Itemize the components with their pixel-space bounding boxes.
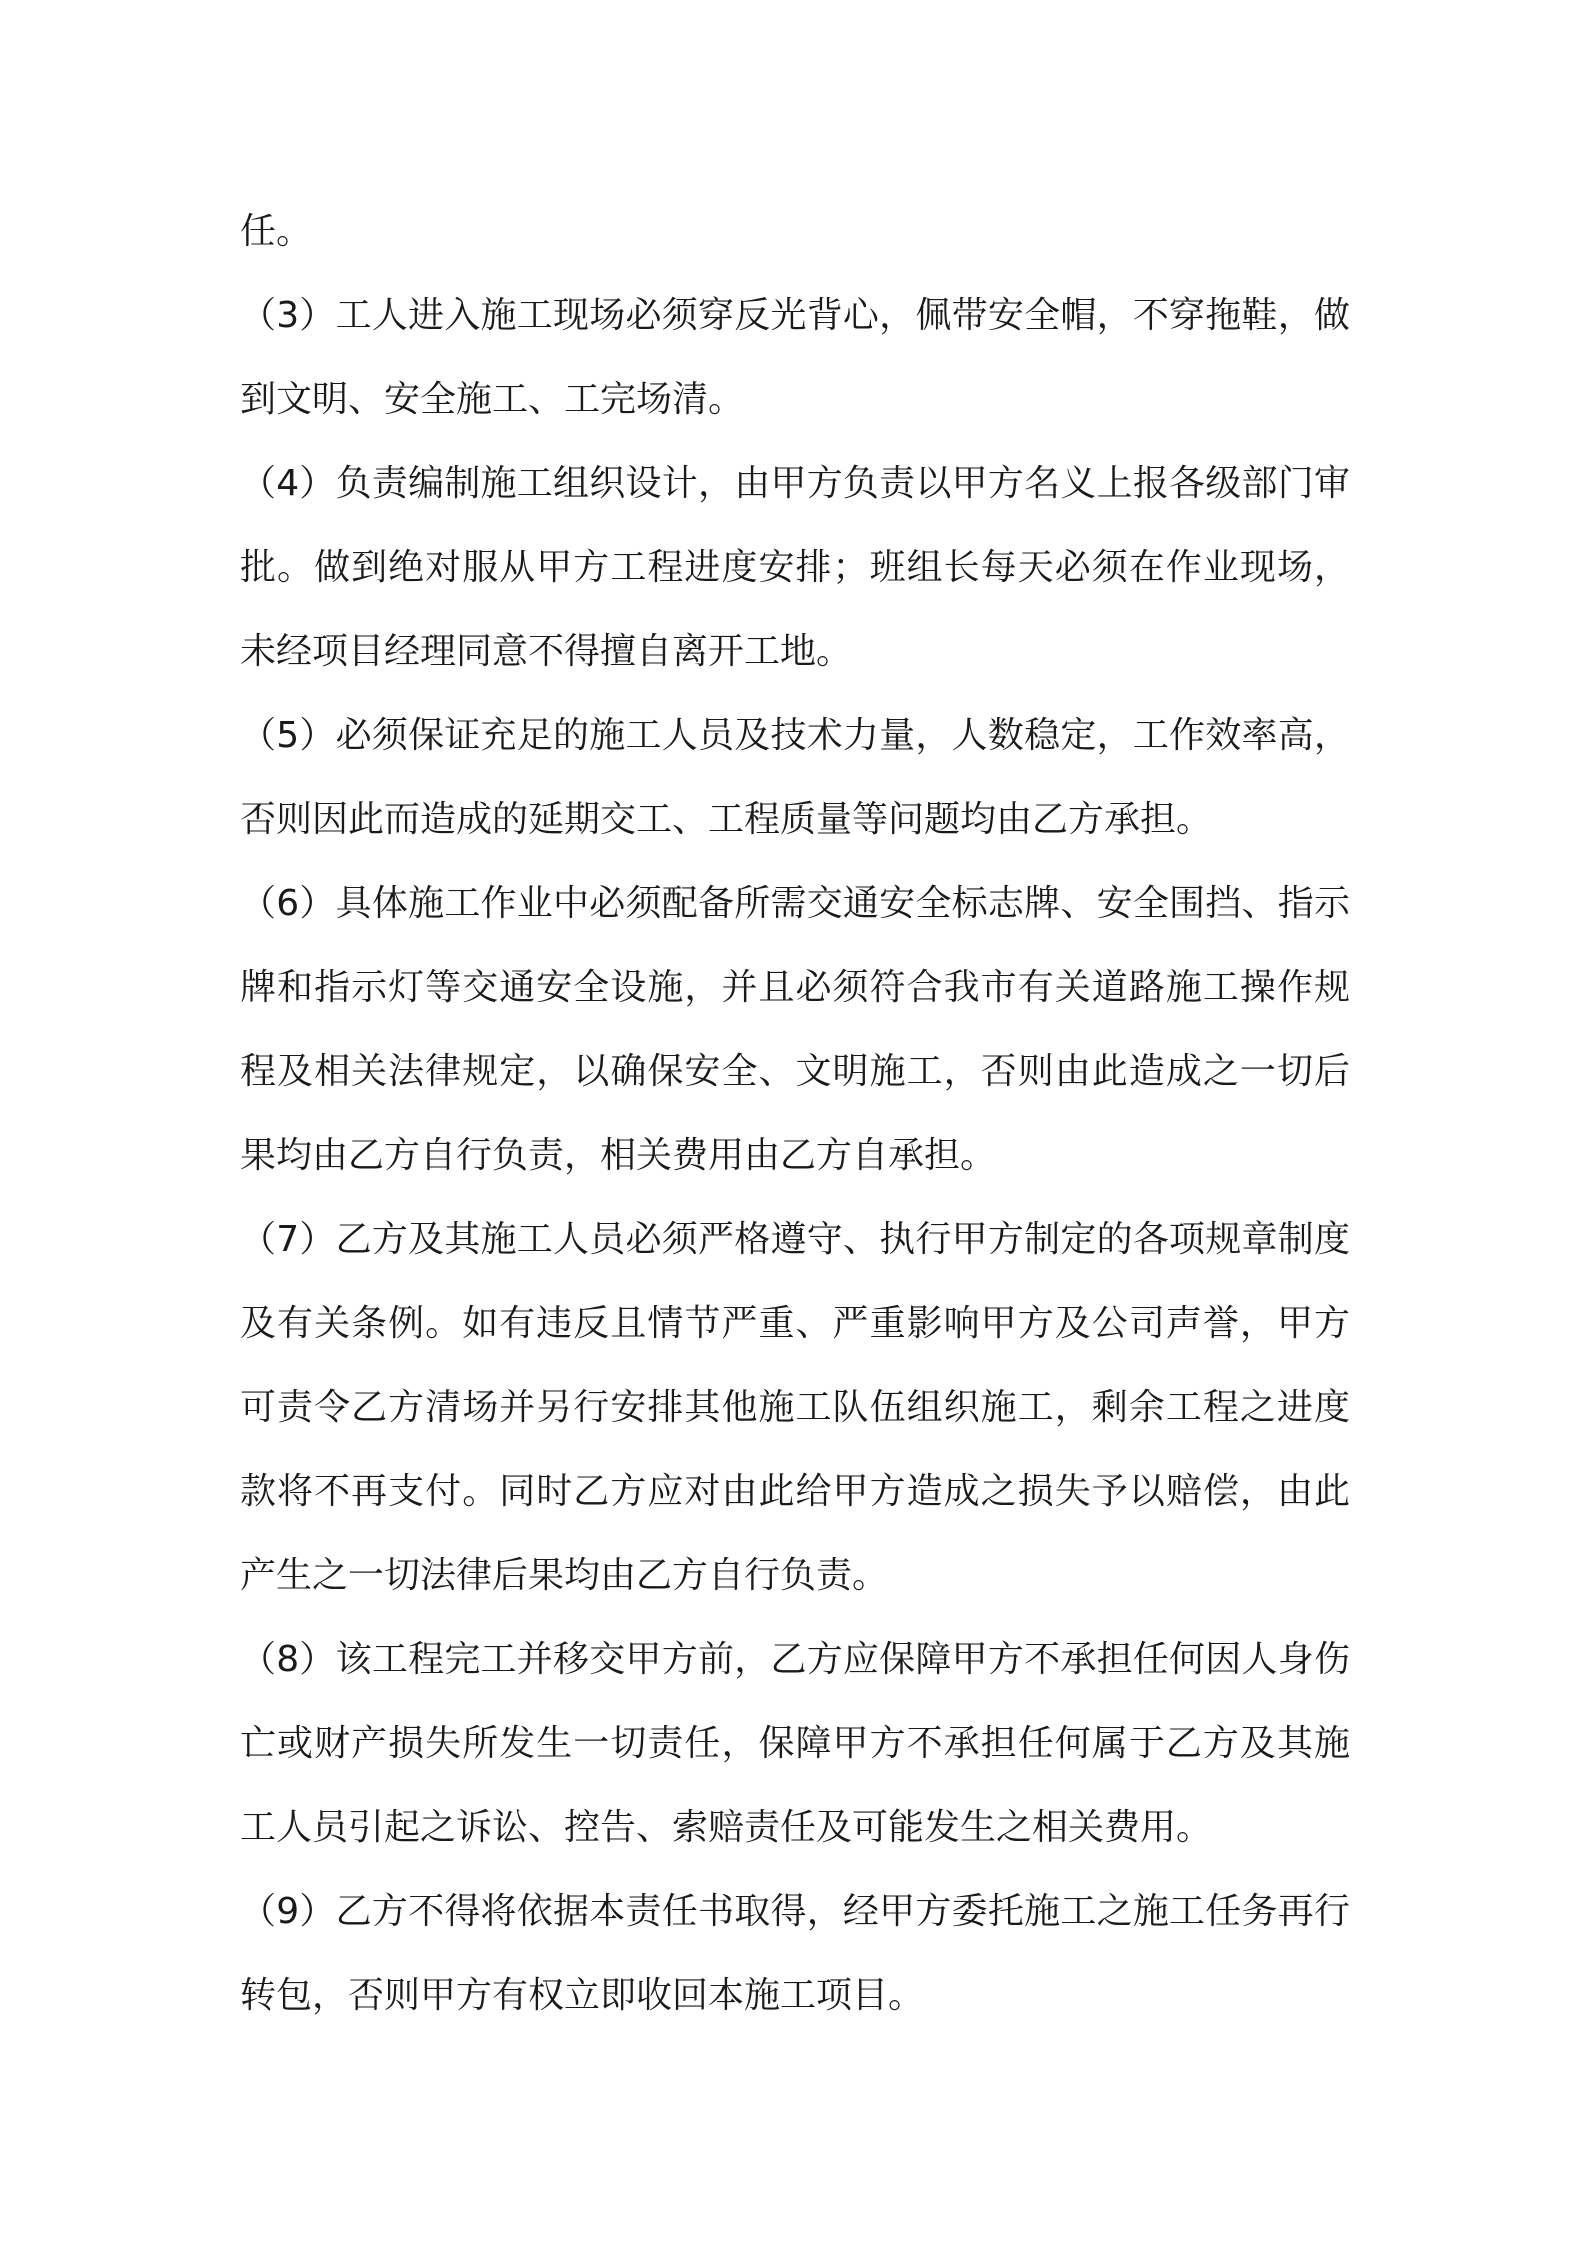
paragraph-item-9: （9）乙方不得将依据本责任书取得，经甲方委托施工之施工任务再行转包，否则甲方有权立即收回本施工项目。 xyxy=(240,1891,1350,2016)
paragraph-item-3: （3）工人进入施工现场必须穿反光背心，佩带安全帽，不穿拖鞋，做到文明、安全施工、工完场清。 xyxy=(240,295,1350,420)
paragraph-item-8: （8）该工程完工并移交甲方前，乙方应保障甲方不承担任何因人身伤亡或财产损失所发生一切责任，保障甲方不承担任何属于乙方及其施工人员引起之诉讼、控告、索赔责任及可能发生之相关费用。 xyxy=(240,1639,1350,1848)
paragraph-item-6: （6）具体施工作业中必须配备所需交通安全标志牌、安全围挡、指示牌和指示灯等交通安全设施，并且必须符合我市有关道路施工操作规程及相关法律规定，以确保安全、文明施工，否则由此造成之一切后果均由乙方自行负责，相关费用由乙方自承担。 xyxy=(240,883,1350,1176)
paragraph-continuation: 任。 xyxy=(240,211,313,252)
paragraph-item-5: （5）必须保证充足的施工人员及技术力量，人数稳定，工作效率高，否则因此而造成的延期交工、工程质量等问题均由乙方承担。 xyxy=(240,715,1350,840)
paragraph-item-4: （4）负责编制施工组织设计，由甲方负责以甲方名义上报各级部门审批。做到绝对服从甲方工程进度安排；班组长每天必须在作业现场，未经项目经理同意不得擅自离开工地。 xyxy=(240,463,1350,672)
document-body xyxy=(240,190,1350,2038)
paragraph-item-7: （7）乙方及其施工人员必须严格遵守、执行甲方制定的各项规章制度及有关条例。如有违反且情节严重、严重影响甲方及公司声誉，甲方可责令乙方清场并另行安排其他施工队伍组织施工，剩余工程之进度款将不再支付。同时乙方应对由此给甲方造成之损失予以赔偿，由此产生之一切法律后果均由乙方自行负责。 xyxy=(240,1219,1350,1596)
